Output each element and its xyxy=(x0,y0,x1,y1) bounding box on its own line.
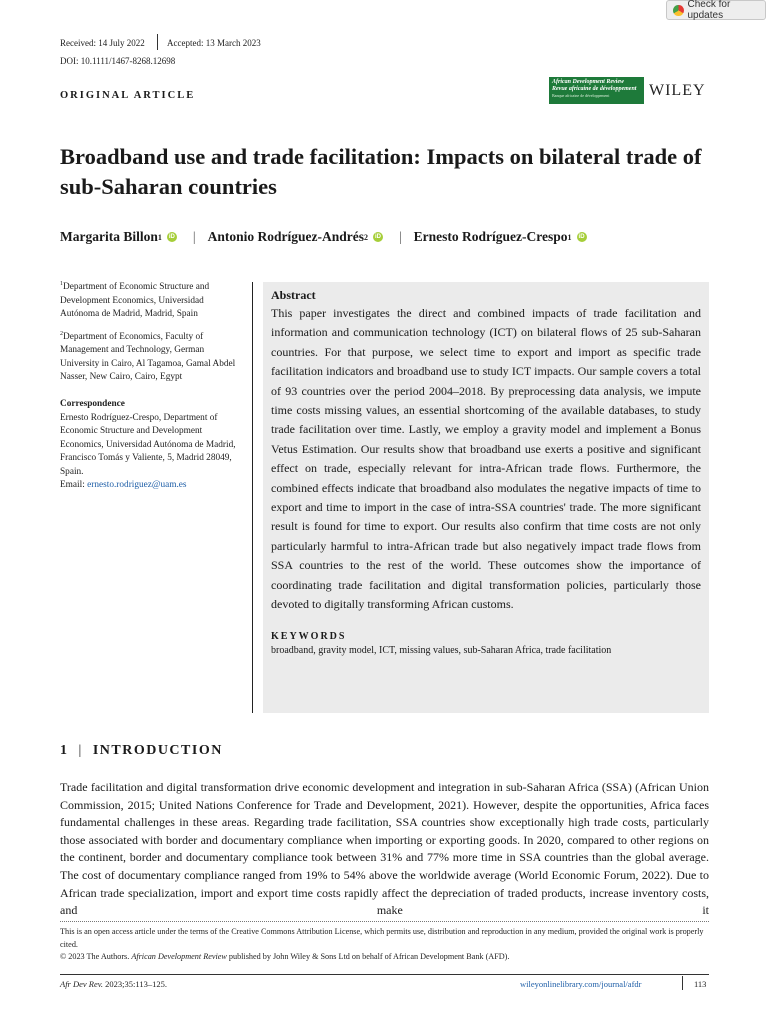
license-footnote xyxy=(60,926,709,964)
journal-logo xyxy=(549,77,644,104)
author-affiliation-mark: 2 xyxy=(363,232,368,242)
section-separator: | xyxy=(78,743,83,758)
copyright-line: © 2023 The Authors. African Development Review published by John Wiley & Sons Ltd on behalf of African Development Bank (AFD). xyxy=(60,952,510,961)
author-name[interactable]: Antonio Rodríguez-Andrés xyxy=(207,229,364,244)
correspondence-heading: Correspondence xyxy=(60,399,125,409)
email-label: Email: xyxy=(60,480,85,490)
crossmark-icon xyxy=(673,5,684,16)
publisher-logo: WILEY xyxy=(649,82,706,99)
journal-url-link[interactable]: wileyonlinelibrary.com/journal/afdr xyxy=(520,979,642,989)
abstract-box xyxy=(263,282,709,713)
journal-logo-line2: Revue africaine de développement xyxy=(552,86,637,92)
abstract-heading: Abstract xyxy=(271,288,316,302)
correspondence-address: Ernesto Rodríguez-Crespo, Department of Economic Structure and Development Economics, Universidad Autónoma de Madrid, Francisco Tomás y Valiente, 5, Madrid 28049, Spain. xyxy=(60,412,236,477)
journal-logo-line3: Banque africaine de développement xyxy=(552,93,610,98)
affiliations xyxy=(60,278,244,391)
header-divider xyxy=(157,34,158,50)
author-list xyxy=(60,229,591,245)
page-number: 113 xyxy=(694,979,707,989)
column-divider xyxy=(252,282,253,713)
check-for-updates-button[interactable] xyxy=(666,0,766,20)
orcid-icon[interactable]: iD xyxy=(374,234,381,240)
orcid-icon[interactable]: iD xyxy=(168,234,175,240)
orcid-icon[interactable]: iD xyxy=(578,234,585,240)
footnote-rule xyxy=(60,921,709,922)
author-affiliation-mark: 1 xyxy=(157,232,162,242)
introduction-paragraph: Trade facilitation and digital transformation drive economic development and integration in sub-Saharan Africa (SSA) (African Union Commission, 2015; United Nations Conference for Trade and Development, 2021). However, despite the opportunities, Africa faces fundamental challenges in these areas. Regarding trade facilitation, SSA countries show exceptionally high trade costs, particularly those associated with border and documentary compliance when importing or exporting goods. In 2020, compared to other regions on the continent, border and documentary compliance took between 31% and 77% more time in SSA countries than the global average. The cost of documentary compliance ranged from 19% to 54% above the worldwide average (World Economic Forum, 2022). Due to African trade specialization, import and export time costs rapidly affect the depreciation of traded products, increase inventory costs, and make it xyxy=(60,780,709,918)
section-number: 1 xyxy=(60,743,69,758)
article-type: ORIGINAL ARTICLE xyxy=(60,90,196,101)
received-date: Received: 14 July 2022 xyxy=(60,38,145,48)
keywords-list: broadband, gravity model, ICT, missing values, sub-Saharan Africa, trade facilitation xyxy=(271,644,612,656)
accepted-date: Accepted: 13 March 2023 xyxy=(167,38,261,48)
correspondence xyxy=(60,398,246,493)
author-name[interactable]: Ernesto Rodríguez-Crespo xyxy=(413,229,568,244)
affiliation: $^1$Department of Economic Structure and Development Economics, Universidad Autónoma de Madrid, Madrid, Spain xyxy=(60,281,210,320)
article-title: Broadband use and trade facilitation: Impacts on bilateral trade of sub-Saharan countries xyxy=(60,144,702,199)
correspondence-email-line xyxy=(60,479,246,493)
section-title: INTRODUCTION xyxy=(92,743,223,758)
doi: DOI: 10.1111/1467-8268.12698 xyxy=(60,56,176,66)
author-affiliation-mark: 1 xyxy=(567,232,572,242)
footer-rule xyxy=(60,974,709,975)
citation-volume: 2023;35:113–125. xyxy=(105,979,167,989)
keywords-heading: KEYWORDS xyxy=(271,630,347,642)
footer-divider xyxy=(682,976,683,990)
author-separator: | xyxy=(192,229,196,244)
license-text: This is an open access article under the terms of the Creative Commons Attribution License, which permits use, distribution and reproduction in any medium, provided the original work is properly cited. xyxy=(60,927,704,949)
email-link[interactable]: ernesto.rodriguez@uam.es xyxy=(87,480,187,490)
check-for-updates-label: Check for updates xyxy=(687,0,731,21)
author-separator: | xyxy=(398,229,402,244)
journal-name: African Development Review xyxy=(131,952,227,961)
citation-journal: Afr Dev Rev. xyxy=(60,979,104,989)
journal-logo-line1: African Development Review xyxy=(552,79,624,85)
citation xyxy=(60,979,167,989)
abstract-text: This paper investigates the direct and combined impacts of trade facilitation and information and communication technology (ICT) on bilateral flows of 25 sub-Saharan countries. For that purpose, we select time to export and import as specific trade facilitation indicators and broadband use to study ICT impacts. Our sample covers a total of 93 countries over the period 2004–2018. By preprocessing data analysis, we impute time costs missing values, an essential shortcoming of the available databases, to study trade facilitation over time. Lastly, we employ a gravity model and implement a Bonus Vetus Estimation. Our results show that broadband use exerts a positive and significant effect on trade, especially relevant for intra-African trade flows. Furthermore, the combined effects indicate that broadband also modulates the negative impacts of time to export and time to import in the case of intra-SSA countries' trade. The more significant result is found for time to export. Our results also confirm that time costs are not only particularly harmful to intra-African trade but also negatively impact trade flows from SSA countries to the rest of the world. These outcomes show the importance of coordinating trade facilitation and digital transformation policies, particularly those devoted to digitally transforming African customs. xyxy=(271,306,701,612)
author-name[interactable]: Margarita Billon xyxy=(60,229,158,244)
section-heading xyxy=(60,743,223,759)
affiliation: $^2$Department of Economics, Faculty of Management and Technology, German University in Cairo, Al Tagamoa, Gamal Abdel Nasser, New Cairo, Cairo, Egypt xyxy=(60,330,236,383)
